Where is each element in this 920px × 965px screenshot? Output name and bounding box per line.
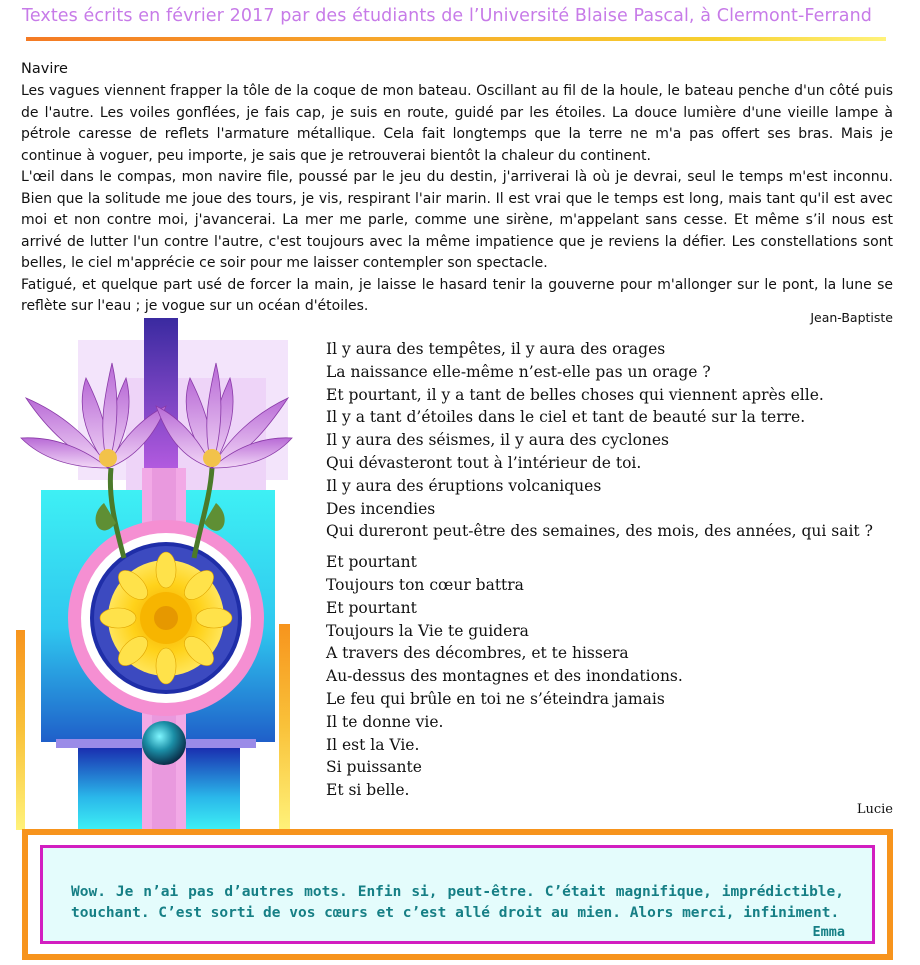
poem-line: Il y aura des éruptions volcaniques: [326, 476, 602, 495]
poem-line: Si puissante: [326, 758, 422, 777]
poem-author: Lucie: [856, 802, 893, 817]
prose-paragraph: Fatigué, et quelque part usé de forcer la main, je laisse le hasard tenir la gouverne pour m'allonger sur le pont, la lune se reflète sur l'eau ; je vogue sur un océan d'étoiles.: [21, 276, 893, 314]
flower-collage-image: [16, 318, 296, 830]
poem-line: Le feu qui brûle en toi ne s’éteindra jamais: [326, 689, 665, 708]
comment-author: Emma: [812, 924, 845, 940]
poem-stanza: [326, 551, 906, 802]
poem-line: Il y aura des tempêtes, il y aura des orages: [326, 340, 666, 358]
poem-line: Et pourtant: [326, 553, 417, 572]
prose-title: Navire: [21, 61, 68, 77]
page-title: Textes écrits en février 2017 par des étudiants de l’Université Blaise Pascal, à Clermont-Ferrand: [22, 6, 872, 26]
poem-line: Et pourtant: [326, 598, 417, 617]
poem-line: Au-dessus des montagnes et des inondations.: [326, 667, 683, 686]
poem-line: Des incendies: [326, 499, 436, 518]
teal-sphere: [142, 721, 186, 765]
poem-line: Il est la Vie.: [326, 735, 420, 754]
prose-paragraph: L'œil dans le compas, mon navire file, poussé par le jeu du destin, j'arriverai là où je devrai, seul le temps m'est inconnu. Bien que la solitude me joue des tours, je vis, respirant l'air marin. Il est vrai que le temps est long, mais tant qu'il est avec moi et non contre moi, j'avancerai. La mer me parle, comme une sirène, m'appelant sans cesse. Et même s’il nous est arrivé de lutter l'un contre l'autre, c'est toujours avec la même impatience que je reviens la défier. Les constellations sont belles, le ciel m'apprécie ce soir pour me laisser contempler son spectacle.: [21, 169, 893, 271]
title-underline: [26, 37, 886, 41]
poem-line: La naissance elle-même n’est-elle pas un orage ?: [326, 362, 711, 381]
poem-line: Il y a tant d’étoiles dans le ciel et tant de beauté sur la terre.: [326, 408, 806, 427]
prose-author: Jean-Baptiste: [810, 310, 893, 325]
poem-stanza: [326, 338, 906, 543]
poem-line: Il te donne vie.: [326, 712, 444, 731]
poem-line: Et pourtant, il y a tant de belles choses qui viennent après elle.: [326, 385, 824, 404]
prose-body: [21, 81, 893, 318]
poem-line: Toujours la Vie te guidera: [326, 621, 529, 640]
poem-line: A travers des décombres, et te hissera: [326, 644, 629, 663]
poem-body: [326, 338, 906, 810]
poem-line: Qui dévasteront tout à l’intérieur de toi.: [326, 453, 642, 472]
poem-line: Il y aura des séismes, il y aura des cyclones: [326, 431, 670, 450]
poem-line: Toujours ton cœur battra: [326, 575, 524, 594]
poem-line: Qui dureront peut-être des semaines, des mois, des années, qui sait ?: [326, 522, 873, 541]
comment-text: Wow. Je n’ai pas d’autres mots. Enfin si, peut-être. C’était magnifique, imprédictible, touchant. C’est sorti de vos cœurs et c’est allé droit au mien. Alors merci, infiniment.: [71, 884, 844, 921]
prose-paragraph: Les vagues viennent frapper la tôle de la coque de mon bateau. Oscillant au fil de la houle, le bateau penche d'un côté puis de l'autre. Les voiles gonflées, je fais cap, je suis en route, guidé par les étoiles. La douce lumière d'une vieille lampe à pétrole caresse de reflets l'armature métallique. Cela fait longtemps que la terre ne m'a pas offert ses bras. Mais je continue à voguer, peu importe, je sais que je retrouverai bientôt la chaleur du continent.: [21, 83, 893, 164]
comment-frame: [22, 829, 893, 960]
comment-box: [40, 845, 875, 944]
poem-line: Et si belle.: [326, 781, 410, 800]
